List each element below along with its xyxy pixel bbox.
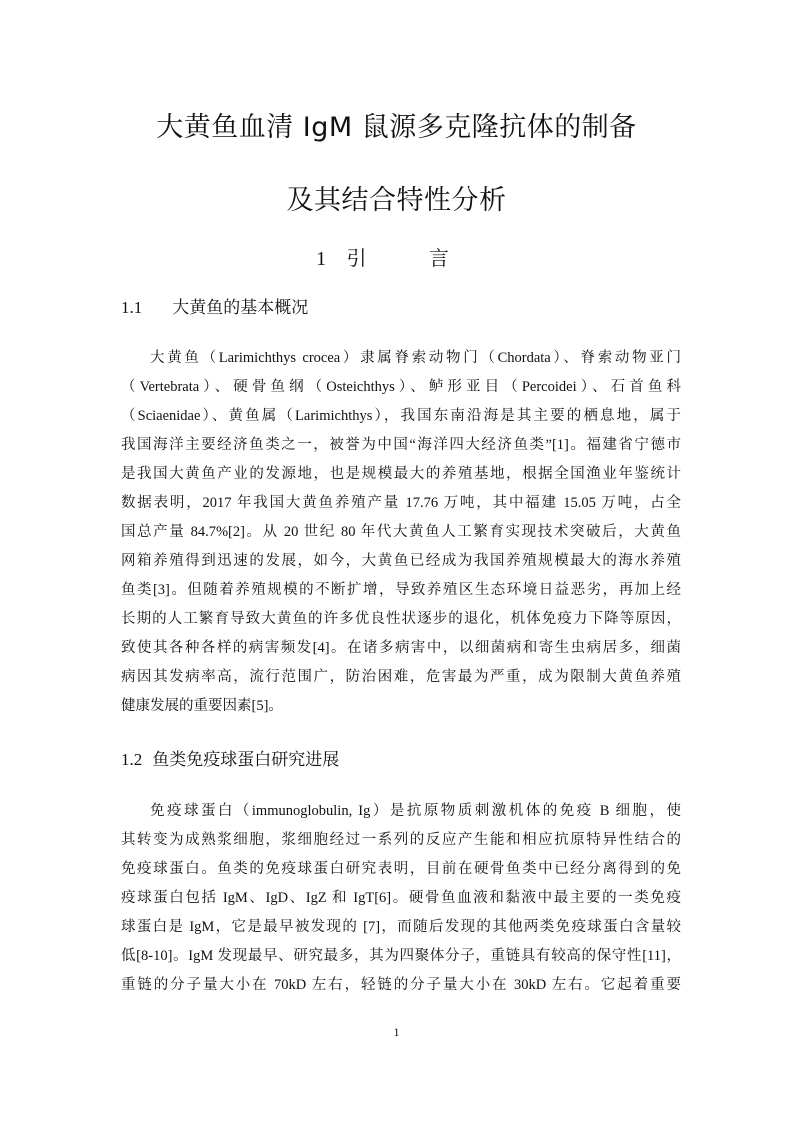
paragraph-line: 致使其各种各样的病害频发[4]。在诸多病害中，以细菌病和寄生虫病居多，细菌 [121,640,681,656]
paragraph-line: （Sciaenidae）、黄鱼属（Larimichthys），我国东南沿海是其主要的栖息地，属于 [121,408,681,424]
paragraph-line: 我国海洋主要经济鱼类之一，被誉为中国“海洋四大经济鱼类”[1]。福建省宁德市 [121,437,681,453]
paragraph-line: 免疫球蛋白（immunoglobulin, Ig）是抗原物质刺激机体的免疫 B 细胞，使 [150,803,681,819]
paragraph-line: 国总产量 84.7%[2]。从 20 世纪 80 年代大黄鱼人工繁育实现技术突破后，大黄鱼 [121,524,681,540]
page-number: 1 [393,1025,400,1039]
paragraph-line: 疫球蛋白包括 IgM、IgD、IgZ 和 IgT[6]。硬骨鱼血液和黏液中最主要的一类免疫 [121,890,681,906]
paragraph-line: 低[8-10]。IgM 发现最早、研究最多，其为四聚体分子，重链具有较高的保守性[11]， [121,948,681,964]
paragraph-line: 球蛋白是 IgM，它是最早被发现的 [7]，而随后发现的其他两类免疫球蛋白含量较 [121,919,681,935]
paragraph-line: 健康发展的重要因素[5]。 [121,698,283,714]
paper-title-line-1: 大黄鱼血清 IgM 鼠源多克隆抗体的制备 [156,112,637,143]
paragraph-line: 鱼类[3]。但随着养殖规模的不断扩增，导致养殖区生态环境日益恶劣，再加上经 [121,582,681,598]
paragraph-1 [121,344,681,721]
paragraph-line: 重链的分子量大小在 70kD 左右，轻链的分子量大小在 30kD 左右。它起着重要 [121,977,681,993]
section-heading-1-2 [121,748,339,772]
section-heading-1-1 [121,296,308,320]
paper-title-line-2: 及其结合特性分析 [286,185,507,216]
paragraph-line: 是我国大黄鱼产业的发源地，也是规模最大的养殖基地，根据全国渔业年鉴统计 [121,466,681,482]
section-number: 1.2 [121,750,143,769]
chapter-title: 引 言 [346,246,477,270]
paragraph-line: （Vertebrata）、硬骨鱼纲（Osteichthys）、鲈形亚目（Percoidei）、石首鱼科 [121,379,681,395]
paragraph-2 [121,797,681,1000]
paragraph-line: 免疫球蛋白。鱼类的免疫球蛋白研究表明，目前在硬骨鱼类中已经分离得到的免 [121,861,681,877]
paragraph-line: 其转变为成熟浆细胞，浆细胞经过一系列的反应产生能和相应抗原特异性结合的 [121,832,681,848]
chapter-number: 1 [316,248,327,270]
paragraph-line: 长期的人工繁育导致大黄鱼的许多优良性状逐步的退化，机体免疫力下降等原因， [121,611,681,627]
section-title: 鱼类免疫球蛋白研究进展 [152,750,340,770]
paragraph-line: 病因其发病率高，流行范围广，防治困难，危害最为严重，成为限制大黄鱼养殖 [121,669,681,685]
chapter-heading [0,244,793,273]
paragraph-line: 大黄鱼（Larimichthys crocea）隶属脊索动物门（Chordata）、脊索动物亚门 [150,350,681,366]
paragraph-line: 数据表明，2017 年我国大黄鱼养殖产量 17.76 万吨，其中福建 15.05 万吨，占全 [121,495,681,511]
section-title: 大黄鱼的基本概况 [172,298,309,318]
paragraph-line: 网箱养殖得到迅速的发展，如今，大黄鱼已经成为我国养殖规模最大的海水养殖 [121,553,681,569]
section-number: 1.1 [121,298,143,317]
